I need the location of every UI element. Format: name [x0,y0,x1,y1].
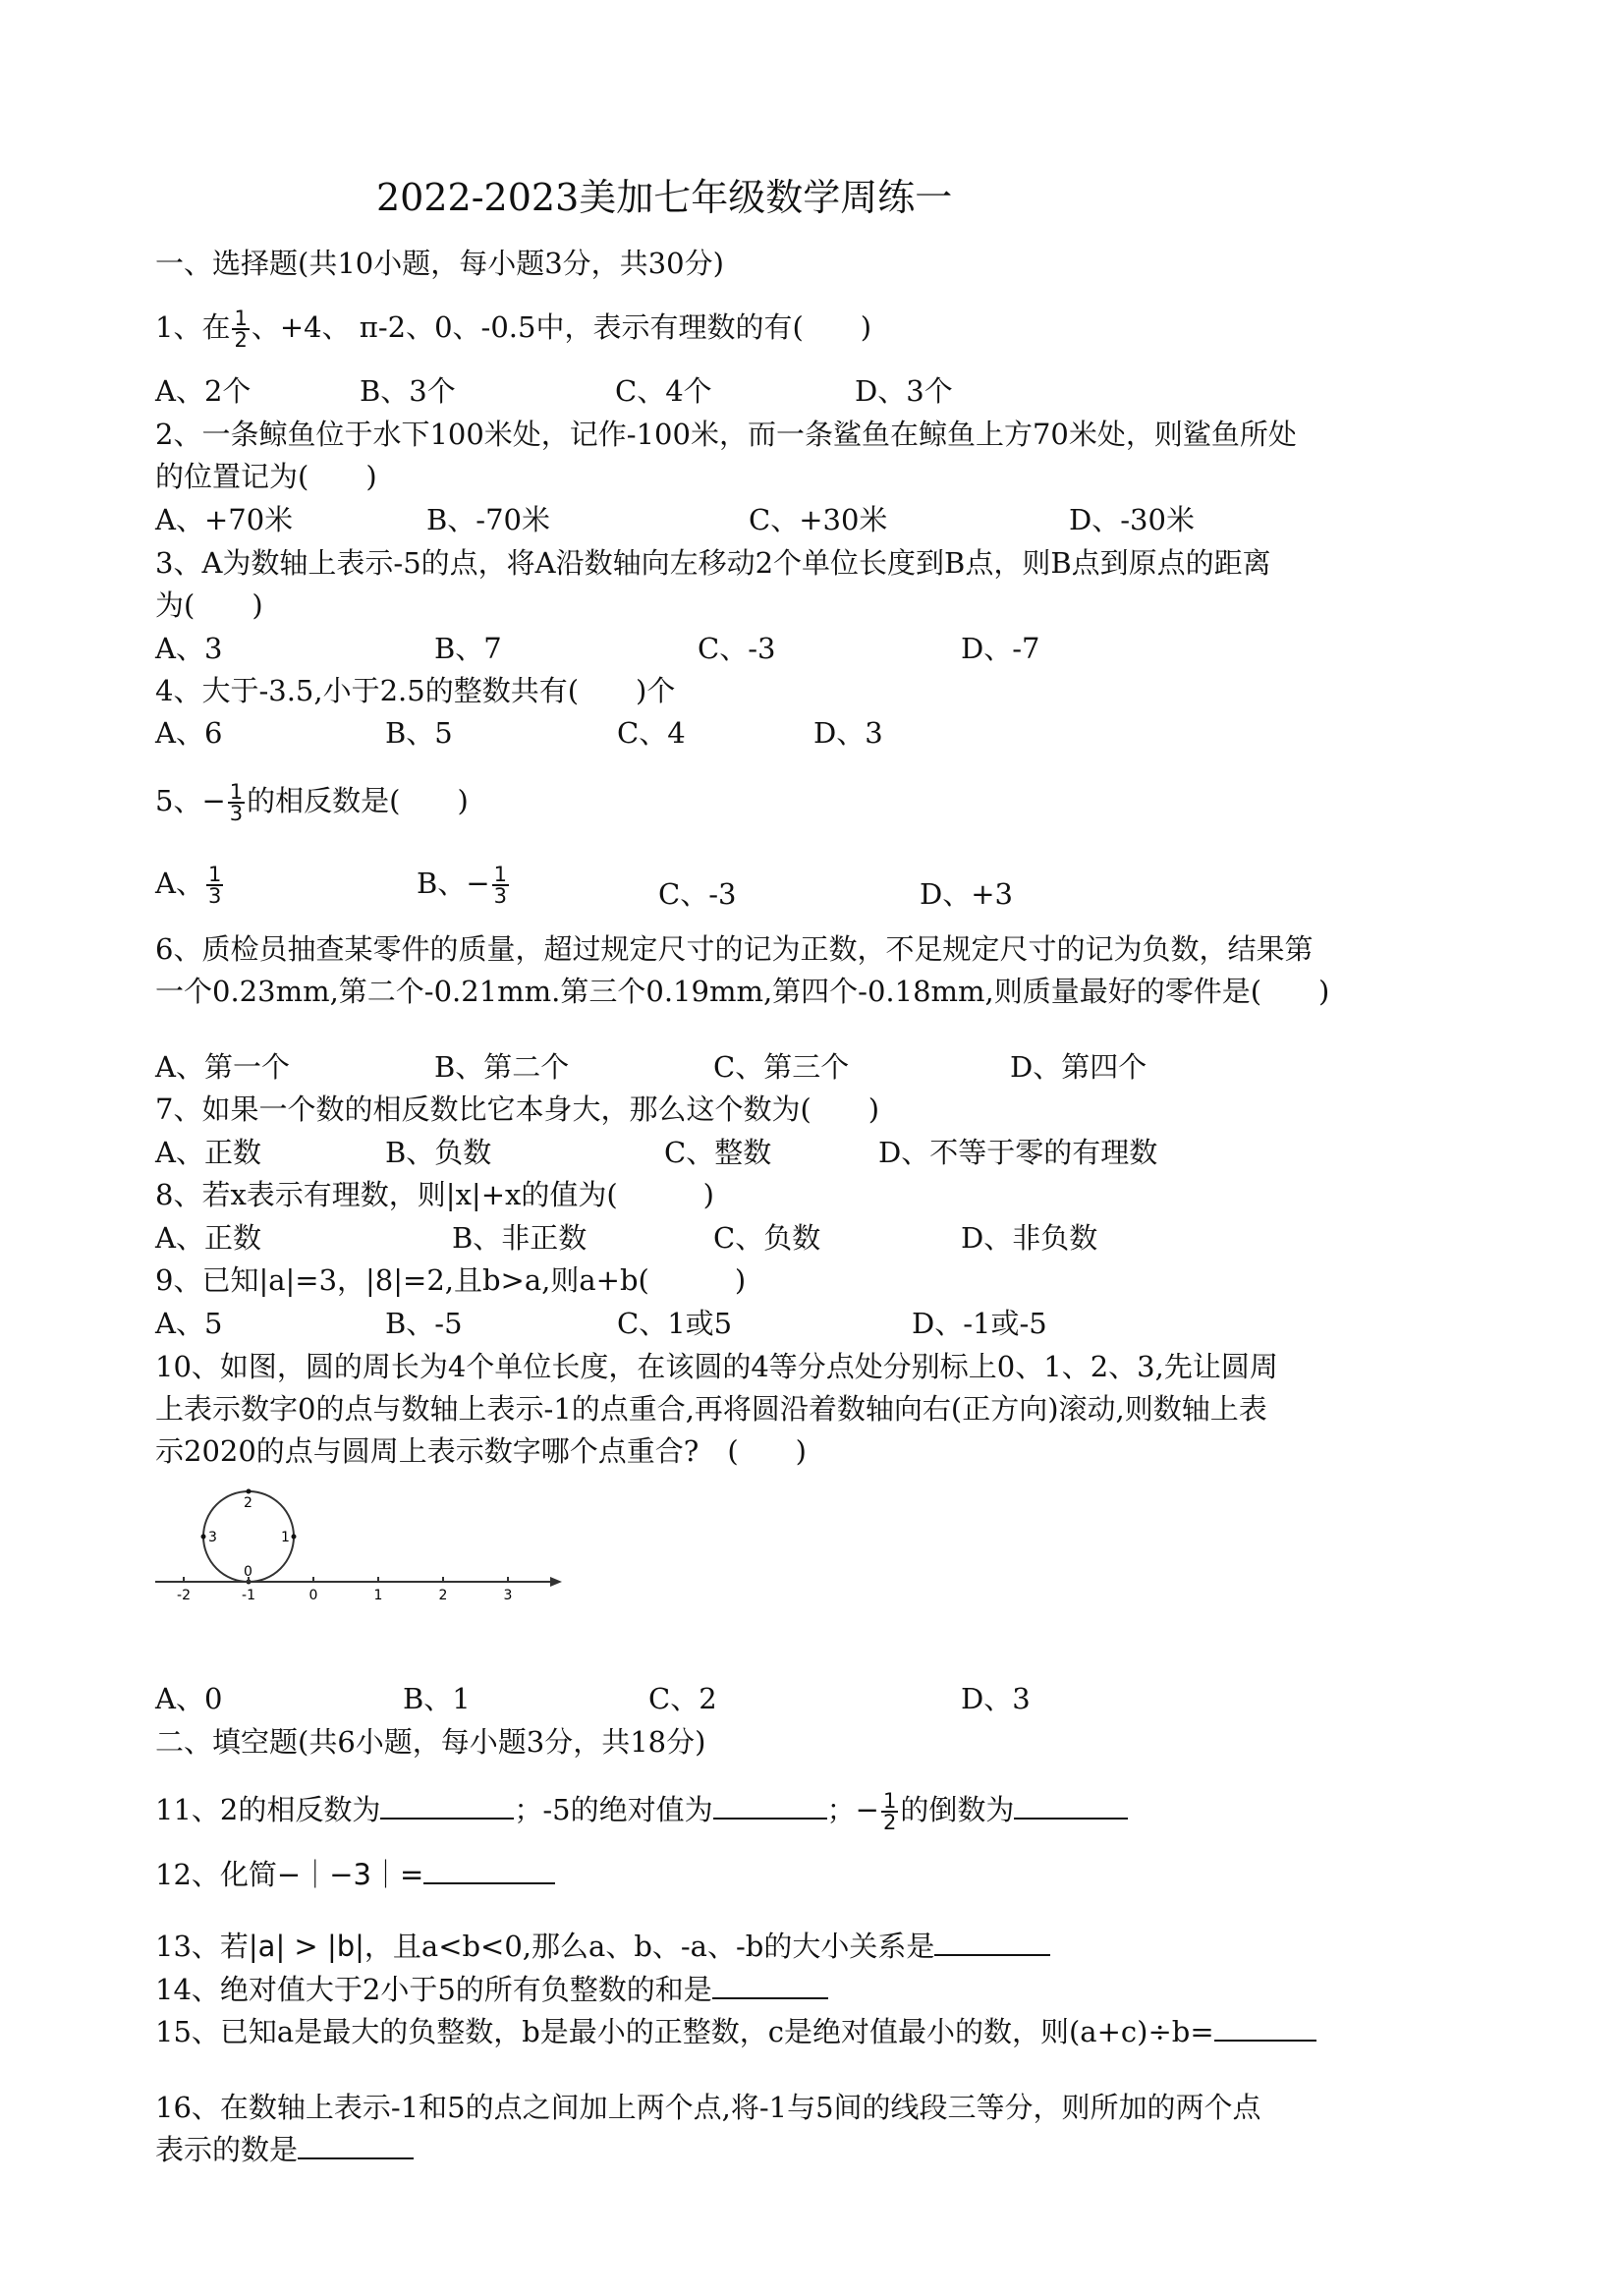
q5-option-b-label: B、 [417,867,467,900]
q6-line1: 6、质检员抽查某零件的质量，超过规定尺寸的记为正数，不足规定尺寸的记为负数，结果第 [155,932,1314,966]
q5-option-b [417,865,511,906]
q1-option-c: C、4个 [615,374,712,408]
axis-tick-label: -2 [177,1588,191,1601]
q7-option-b: B、负数 [385,1136,492,1169]
q5-pre: 5、 [155,784,202,817]
q2-options [155,502,1482,537]
q14-blank[interactable] [712,1972,828,1999]
q5-option-a-fraction [206,865,223,906]
q11-frac-den: 2 [882,1811,897,1834]
q16-line2-row [155,2132,414,2167]
q5-option-d: D、+3 [920,877,1014,911]
q2-option-b: B、-70米 [426,503,551,536]
q1-fraction [232,308,249,350]
q5-option-a-den: 3 [207,884,222,908]
q10-line1: 10、如图，圆的周长为4个单位长度，在该圆的4等分点处分别标上0、1、2、3,先让圆周 [155,1350,1278,1383]
q3-line1: 3、A为数轴上表示-5的点，将A沿数轴向左移动2个单位长度到B点，则B点到原点的距离 [155,546,1271,580]
q1-frac-num: 1 [234,307,248,330]
q12-expression: −｜−3｜= [276,1858,424,1891]
q4-option-b: B、5 [385,716,453,750]
q8-option-d: D、非负数 [961,1221,1098,1255]
q16-blank[interactable] [298,2132,414,2159]
q3-option-d: D、-7 [961,632,1040,665]
q5-option-a-label: A、 [155,867,204,900]
q5-option-a-num: 1 [207,863,222,886]
circle-point-1 [292,1535,297,1540]
q9-option-b: B、-5 [385,1307,463,1340]
q13-pre: 13、若 [155,1930,249,1963]
axis-tick-label: 1 [373,1588,383,1601]
q3-option-a: A、3 [155,632,223,665]
q15-stem [155,2014,1316,2049]
q11-blank-2[interactable] [713,1792,827,1820]
q10-line3: 示2020的点与圆周上表示数字哪个点重合? ( ) [155,1434,807,1468]
q13-blank[interactable] [934,1929,1050,1956]
q1-option-a: A、2个 [155,374,252,408]
q6-option-d: D、第四个 [1010,1050,1147,1084]
q7-option-a: A、正数 [155,1136,261,1169]
q4-option-a: A、6 [155,716,223,750]
q11-part2: ；-5的绝对值为 [514,1793,713,1826]
q2-option-a: A、+70米 [155,503,294,536]
q14-stem [155,1972,828,2007]
q1-option-b: B、3个 [360,374,456,408]
q8-option-c: C、负数 [713,1221,821,1255]
q3-option-c: C、-3 [698,632,776,665]
q4-stem: 4、大于-3.5,小于2.5的整数共有( )个 [155,674,676,707]
q7-option-c: C、整数 [664,1136,772,1169]
q15-blank[interactable] [1214,2014,1316,2042]
q1-pre: 1、在 [155,310,231,344]
q5-stem [155,782,469,823]
q8-option-b: B、非正数 [452,1221,588,1255]
q10-option-b: B、1 [403,1682,471,1715]
q4-option-d: D、3 [813,716,883,750]
axis-tick-label: 2 [438,1588,448,1601]
q8-option-a: A、正数 [155,1221,261,1255]
q7-options [155,1135,1482,1170]
q2-option-d: D、-30米 [1069,503,1195,536]
q6-line2: 一个0.23mm,第二个-0.21mm.第三个0.19mm,第四个-0.18mm,则质量最好的零件是( ) [155,975,1330,1008]
circle-label-3: 3 [208,1530,217,1545]
q6-option-a: A、第一个 [155,1050,290,1084]
q7-stem: 7、如果一个数的相反数比它本身大，那么这个数为( ) [155,1092,880,1126]
q13-stem [155,1929,1050,1964]
q16-line2: 表示的数是 [155,2133,299,2166]
q5-frac-num: 1 [229,780,244,804]
q5-post: 的相反数是( ) [247,784,469,817]
q5-option-c: C、-3 [658,877,737,911]
q2-option-c: C、+30米 [749,503,888,536]
q11-part3: ； [826,1793,856,1826]
q6-option-c: C、第三个 [713,1050,850,1084]
axis-tick-label: 3 [503,1588,513,1601]
q5-options [155,865,1482,914]
q9-stem: 9、已知|a|=3，|8|=2,且b>a,则a+b( ) [155,1263,747,1297]
q10-options [155,1681,1482,1716]
q5-option-b-sign: − [466,867,490,900]
q1-option-d: D、3个 [855,374,953,408]
q11-fraction [881,1791,898,1832]
q14-text: 14、绝对值大于2小于5的所有负整数的和是 [155,1973,712,2006]
q5-sign: − [201,784,226,817]
q9-option-c: C、1或5 [617,1307,733,1340]
q4-options [155,715,1482,751]
q9-options [155,1306,1482,1341]
q11-part4: 的倒数为 [900,1793,1015,1826]
circle-label-2: 2 [244,1495,252,1511]
q5-frac-den: 3 [229,802,244,825]
q10-option-d: D、3 [961,1682,1031,1715]
q10-option-a: A、0 [155,1682,223,1715]
q6-options [155,1049,1482,1085]
circle-label-1: 1 [281,1530,290,1545]
q16-line1: 16、在数轴上表示-1和5的点之间加上两个点,将-1与5间的线段三等分，则所加的两个点 [155,2091,1261,2124]
q4-option-c: C、4 [617,716,686,750]
axis-tick-label: 0 [308,1588,318,1601]
q11-blank-3[interactable] [1014,1792,1128,1820]
q12-blank[interactable] [423,1857,555,1884]
q13-expression: |a| > |b| [248,1930,364,1963]
q11-blank-1[interactable] [380,1792,514,1820]
q5-option-a [155,865,225,906]
q2-line1: 2、一条鲸鱼位于水下100米处，记作-100米，而一条鲨鱼在鲸鱼上方70米处，则鲨鱼所处 [155,418,1297,451]
q1-frac-den: 2 [234,328,248,352]
q9-option-a: A、5 [155,1307,223,1340]
q5-option-b-fraction [492,865,509,906]
section1-heading: 一、选择题(共10小题，每小题3分，共30分) [155,247,724,280]
q11-sign: − [855,1793,879,1826]
q5-option-b-num: 1 [493,863,507,886]
q9-option-d: D、-1或-5 [912,1307,1047,1340]
q13-post: ，且a<b<0,那么a、b、-a、-b的大小关系是 [364,1930,935,1963]
q10-figure [147,1488,570,1601]
q11-part1: 11、2的相反数为 [155,1793,381,1826]
q8-stem: 8、若x表示有理数，则|x|+x的值为( ) [155,1178,714,1211]
q1-stem [155,308,871,350]
q8-options [155,1220,1482,1256]
circle-point-2 [247,1489,252,1494]
q15-text: 15、已知a是最大的负整数，b是最小的正整数，c是绝对值最小的数，则(a+c)÷b= [155,2015,1214,2048]
axis-ticks [177,1577,512,1601]
q10-option-c: C、2 [648,1682,717,1715]
q3-option-b: B、7 [434,632,502,665]
q12-stem [155,1857,555,1892]
q5-option-b-den: 3 [493,884,507,908]
q11-frac-num: 1 [882,1789,897,1813]
axis-arrow [550,1577,562,1587]
q5-fraction [228,782,245,823]
circle-label-0: 0 [244,1564,252,1580]
circle-point-3 [201,1535,206,1540]
q11-stem [155,1791,1128,1832]
q12-pre: 12、化简 [155,1858,277,1891]
axis-tick-label: -1 [242,1588,255,1601]
q1-post: 、+4、 π-2、0、-0.5中，表示有理数的有( ) [251,310,872,344]
section2-heading: 二、填空题(共6小题，每小题3分，共18分) [155,1725,706,1759]
q1-options [155,373,1482,409]
q3-options [155,631,1482,666]
q6-option-b: B、第二个 [434,1050,570,1084]
q2-line2: 的位置记为( ) [155,460,377,493]
q3-line2: 为( ) [155,588,263,622]
q7-option-d: D、不等于零的有理数 [878,1136,1158,1169]
q10-line2: 上表示数字0的点与数轴上表示-1的点重合,再将圆沿着数轴向右(正方向)滚动,则数轴上表 [155,1392,1267,1426]
page-title: 2022-2023美加七年级数学周练一 [376,176,953,219]
